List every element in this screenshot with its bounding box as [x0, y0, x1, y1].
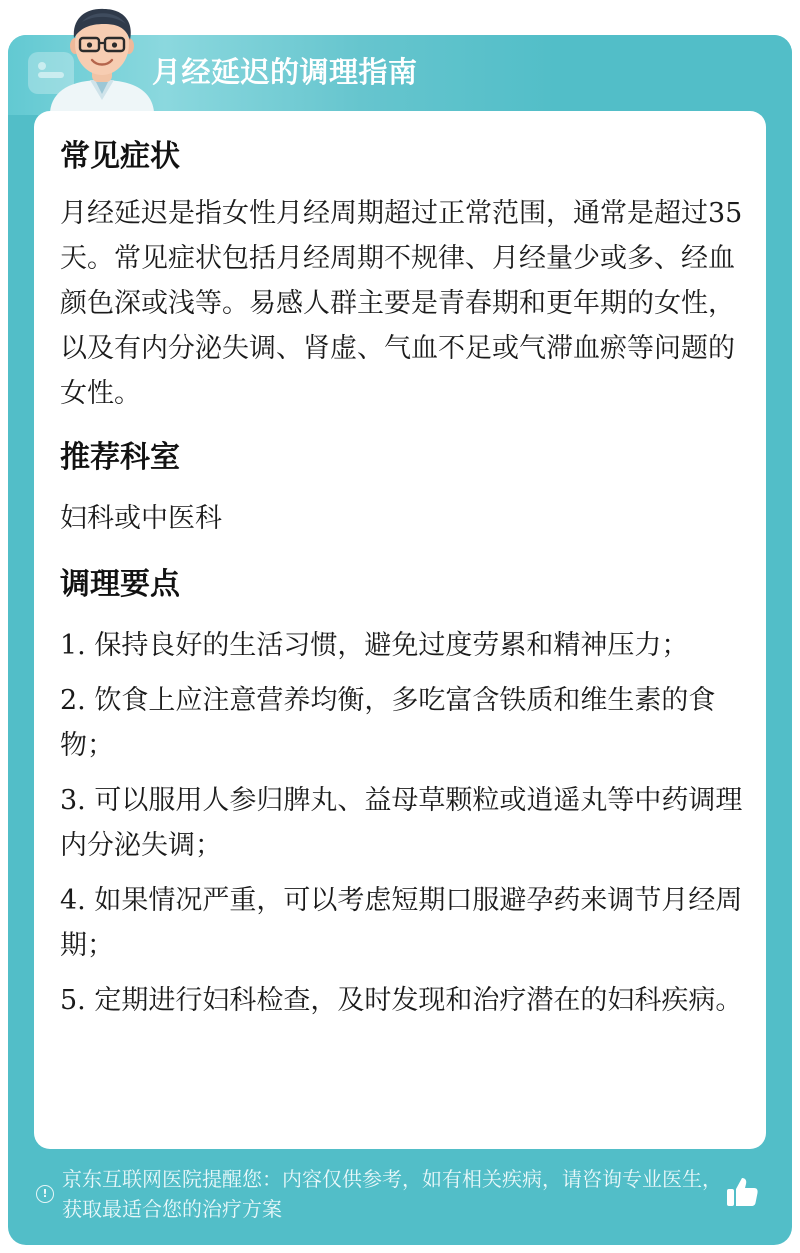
- department-heading: 推荐科室: [60, 440, 180, 475]
- thumbs-up-icon[interactable]: [724, 1174, 760, 1210]
- content-body: [60, 129, 744, 1033]
- tip-item: 1. 保持良好的生活习惯，避免过度劳累和精神压力；: [60, 630, 689, 661]
- tip-item: 2. 饮食上应注意营养均衡，多吃富含铁质和维生素的食物；: [60, 685, 716, 761]
- disclaimer-text: 京东互联网医院提醒您：内容仅供参考，如有相关疾病，请咨询专业医生，获取最适合您的治疗方案: [62, 1167, 722, 1221]
- tip-item: 4. 如果情况严重，可以考虑短期口服避孕药来调节月经周期；: [60, 885, 743, 961]
- disclaimer-footer: [34, 1164, 766, 1228]
- page-title: 月经延迟的调理指南: [152, 55, 418, 89]
- department-text: 妇科或中医科: [60, 503, 222, 534]
- symptoms-heading: 常见症状: [60, 139, 180, 174]
- tips-list: [60, 623, 744, 1023]
- content-card: [34, 111, 766, 1149]
- symptoms-text: 月经延迟是指女性月经周期超过正常范围，通常是超过35天。常见症状包括月经周期不规律、月经量少或多、经血颜色深或浅等。易感人群主要是青春期和更年期的女性，以及有内分泌失调、肾虚、气血不足或气滞血瘀等问题的女性。: [60, 198, 743, 409]
- tip-item: 5. 定期进行妇科检查，及时发现和治疗潜在的妇科疾病。: [60, 985, 743, 1016]
- doctor-avatar-icon: [42, 0, 162, 112]
- tip-item: 3. 可以服用人参归脾丸、益母草颗粒或逍遥丸等中药调理内分泌失调；: [60, 785, 743, 861]
- tips-heading: 调理要点: [60, 567, 180, 602]
- info-icon: !: [36, 1185, 54, 1203]
